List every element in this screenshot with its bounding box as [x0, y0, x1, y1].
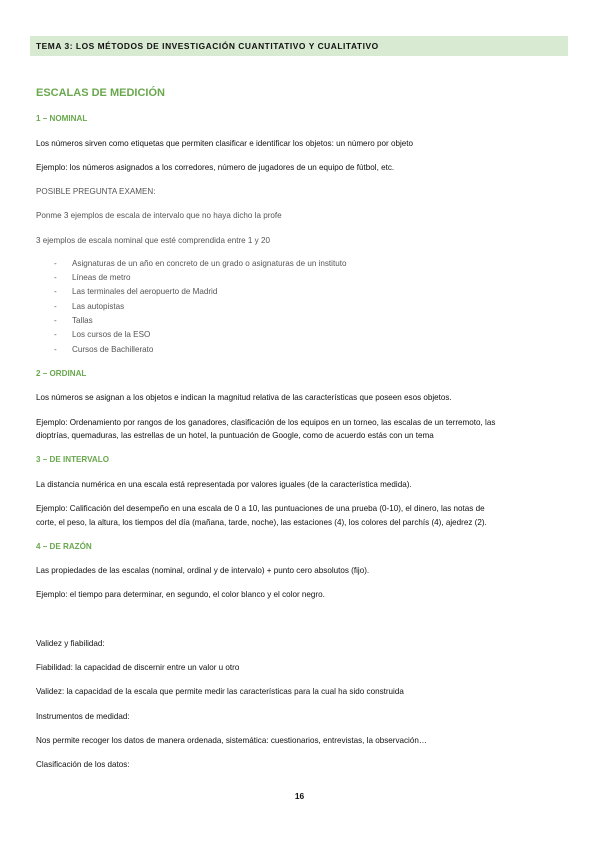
heading-intervalo: 3 – DE INTERVALO — [36, 455, 110, 464]
intervalo-definition: La distancia numérica en una escala está representada por valores iguales (de la característica medida). — [36, 480, 412, 489]
list-item: Líneas de metro — [72, 273, 131, 282]
list-bullet: - — [54, 330, 57, 339]
heading-nominal: 1 – NOMINAL — [36, 114, 88, 123]
ordinal-example-line-2: dioptrías, quemaduras, las estrellas de un hotel, la puntuación de Google, como de acuerdo estás con un tema — [36, 431, 434, 440]
fiabilidad-text: Fiabilidad: la capacidad de discernir entre un valor u otro — [36, 663, 240, 672]
heading-razon: 4 – DE RAZÓN — [36, 542, 92, 551]
exam-label: POSIBLE PREGUNTA EXAMEN: — [36, 187, 156, 196]
ordinal-definition: Los números se asignan a los objetos e indican la magnitud relativa de las características que poseen esos objetos. — [36, 393, 452, 402]
nominal-example: Ejemplo: los números asignados a los corredores, número de jugadores de un equipo de fútbol, etc. — [36, 163, 395, 172]
list-bullet: - — [54, 345, 57, 354]
list-item: Las autopistas — [72, 302, 125, 311]
clasificacion-title: Clasificación de los datos: — [36, 760, 130, 769]
exam-question-1: Ponme 3 ejemplos de escala de intervalo que no haya dicho la profe — [36, 211, 282, 220]
list-item: Cursos de Bachillerato — [72, 345, 154, 354]
chapter-title: TEMA 3: LOS MÉTODOS DE INVESTIGACIÓN CUANTITATIVO Y CUALITATIVO — [36, 41, 379, 51]
intervalo-example-line-1: Ejemplo: Calificación del desempeño en una escala de 0 a 10, las puntuaciones de una prueba (0-10), el dinero, las notas de — [36, 504, 485, 513]
nominal-definition: Los números sirven como etiquetas que permiten clasificar e identificar los objetos: un número por objeto — [36, 139, 414, 148]
list-item: Las terminales del aeropuerto de Madrid — [72, 287, 218, 296]
section-title: ESCALAS DE MEDICIÓN — [36, 87, 165, 99]
ordinal-example-line-1: Ejemplo: Ordenamiento por rangos de los ganadores, clasificación de los equipos en un torneo, las escalas de un terremoto, las — [36, 418, 496, 427]
validez-title: Validez y fiabilidad: — [36, 639, 105, 648]
validez-text: Validez: la capacidad de la escala que permite medir las características para la cual ha sido construida — [36, 687, 404, 696]
list-item: Los cursos de la ESO — [72, 330, 151, 339]
heading-ordinal: 2 – ORDINAL — [36, 369, 87, 378]
instrumentos-title: Instrumentos de medidad: — [36, 712, 130, 721]
instrumentos-text: Nos permite recoger los datos de manera ordenada, sistemática: cuestionarios, entrevistas, la observación… — [36, 736, 427, 745]
razon-example: Ejemplo: el tiempo para determinar, en segundo, el color blanco y el color negro. — [36, 590, 325, 599]
list-item: Asignaturas de un año en concreto de un grado o asignaturas de un instituto — [72, 259, 347, 268]
razon-definition: Las propiedades de las escalas (nominal, ordinal y de intervalo) + punto cero absolutos (fijo). — [36, 566, 370, 575]
list-bullet: - — [54, 287, 57, 296]
list-bullet: - — [54, 316, 57, 325]
exam-question-2: 3 ejemplos de escala nominal que esté comprendida entre 1 y 20 — [36, 236, 270, 245]
list-bullet: - — [54, 259, 57, 268]
intervalo-example-line-2: corte, el peso, la altura, los tiempos del día (mañana, tarde, noche), las estaciones (4), los colores del parchís (4), ajedrez (2). — [36, 518, 487, 527]
list-bullet: - — [54, 273, 57, 282]
list-bullet: - — [54, 302, 57, 311]
page-number: 16 — [294, 791, 305, 801]
list-item: Tallas — [72, 316, 93, 325]
